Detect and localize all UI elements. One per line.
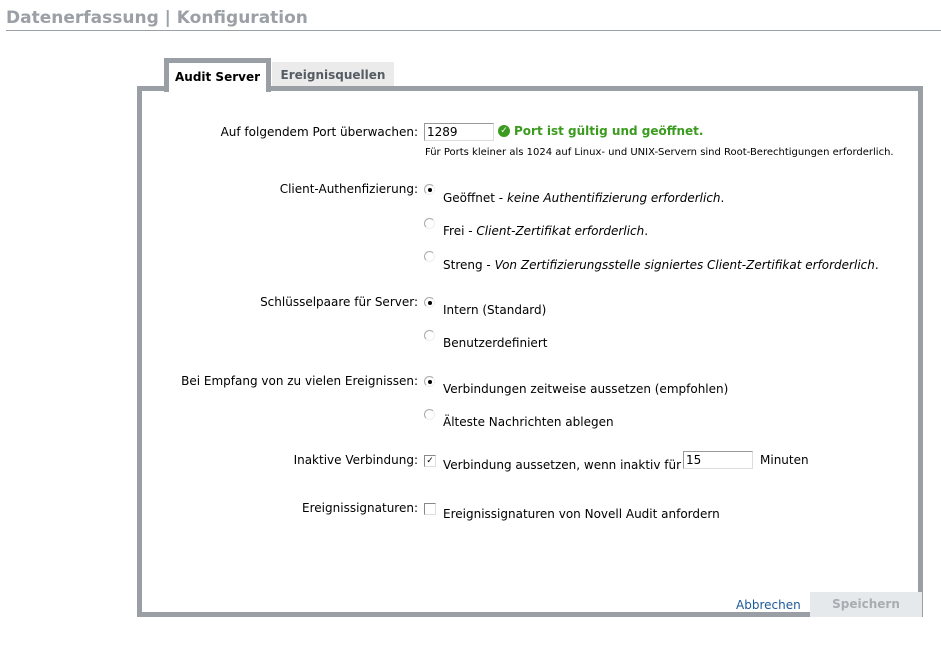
port-label: Auf folgendem Port überwachen: (220, 125, 418, 139)
option-name: Frei (443, 224, 465, 238)
option-description: Client-Zertifikat erforderlich (476, 224, 645, 238)
port-input[interactable] (424, 123, 494, 141)
option-period: . (874, 258, 879, 272)
client-auth-radio-open[interactable] (424, 184, 435, 195)
inactive-minutes-input[interactable] (683, 451, 753, 469)
client-auth-option-open[interactable] (443, 191, 724, 205)
keypairs-label: Schlüsselpaare für Server: (260, 295, 418, 309)
option-description: keine Authentifizierung erforderlich (506, 191, 721, 205)
option-name: Geöffnet (443, 191, 495, 205)
option-period: . (644, 224, 649, 238)
events-radio-drop[interactable] (424, 409, 435, 420)
keypairs-radio-custom[interactable] (424, 330, 435, 341)
signatures-text: Ereignissignaturen von Novell Audit anfordern (443, 507, 720, 521)
too-many-events-label: Bei Empfang von zu vielen Ereignissen: (181, 374, 418, 388)
keypairs-option-custom[interactable]: Benutzerdefiniert (443, 336, 548, 350)
client-auth-option-free[interactable] (443, 224, 648, 238)
option-separator: - (464, 224, 477, 238)
option-separator: - (482, 258, 495, 272)
inactive-label: Inaktive Verbindung: (293, 453, 418, 467)
events-radio-suspend[interactable] (424, 376, 435, 387)
signatures-label: Ereignissignaturen: (302, 501, 418, 515)
save-button[interactable]: Speichern (810, 592, 922, 617)
tab-ereignisquellen[interactable]: Ereignisquellen (272, 62, 394, 86)
option-name: Streng (443, 258, 483, 272)
keypairs-radio-internal[interactable] (424, 297, 435, 308)
port-status-text: Port ist gültig und geöffnet. (514, 124, 704, 138)
inactive-checkbox[interactable]: ✓ (424, 455, 436, 467)
client-auth-radio-strict[interactable] (424, 251, 435, 262)
keypairs-option-internal[interactable]: Intern (Standard) (443, 303, 547, 317)
events-option-drop[interactable]: Älteste Nachrichten ablegen (443, 415, 614, 429)
client-auth-radio-free[interactable] (424, 218, 435, 229)
events-option-suspend[interactable]: Verbindungen zeitweise aussetzen (empfohlen) (443, 382, 729, 396)
inactive-text: Verbindung aussetzen, wenn inaktiv für (443, 458, 682, 472)
tab-audit-server[interactable]: Audit Server (164, 58, 271, 92)
client-auth-label: Client-Authenfizierung: (279, 182, 418, 196)
signatures-checkbox[interactable] (424, 503, 436, 515)
option-description: Von Zertifizierungsstelle signiertes Client-Zertifikat erforderlich (494, 258, 875, 272)
page-title: Datenerfassung | Konfiguration (6, 8, 308, 28)
option-separator: - (494, 191, 507, 205)
inactive-unit: Minuten (760, 453, 809, 467)
option-period: . (720, 191, 725, 205)
cancel-button[interactable]: Abbrechen (736, 598, 801, 612)
check-circle-icon: ✓ (498, 125, 510, 137)
port-hint: Für Ports kleiner als 1024 auf Linux- und UNIX-Servern sind Root-Berechtigungen erforderlich. (425, 147, 894, 158)
client-auth-option-strict[interactable] (443, 258, 879, 272)
